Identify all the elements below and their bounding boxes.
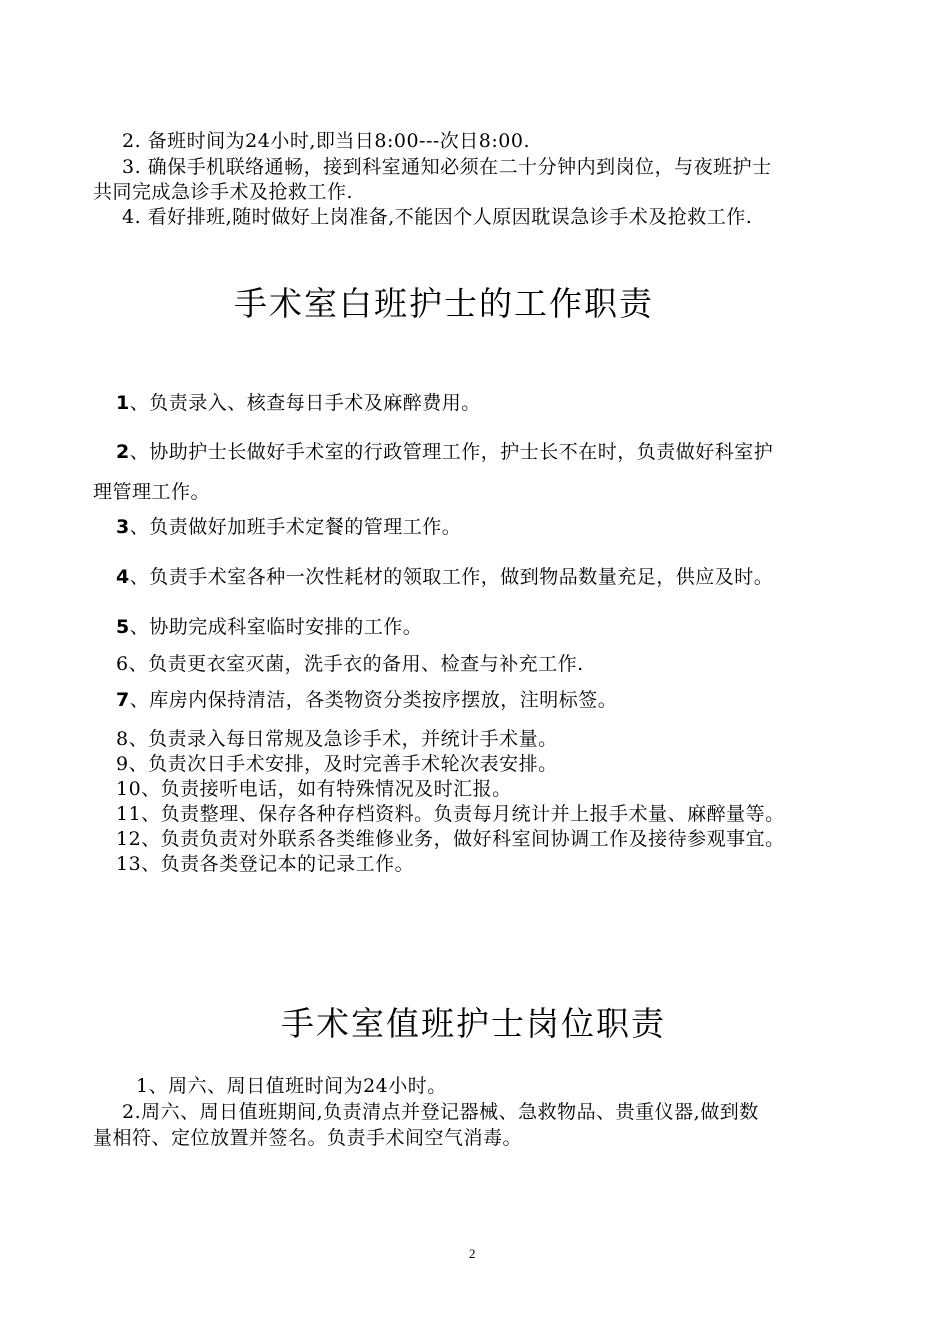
item-number: 2 <box>116 441 130 463</box>
duty-line: 2.周六、周日值班期间,负责清点并登记器械、急救物品、贵重仪器,做到数 <box>122 1101 759 1123</box>
duty-item: 13、负责各类登记本的记录工作。 <box>116 853 415 875</box>
duty-item: 11、负责整理、保存各种存档资料。负责每月统计并上报手术量、麻醉量等。 <box>116 803 785 825</box>
duty-item <box>116 440 773 464</box>
duty-item: 8、负责录入每日常规及急诊手术，并统计手术量。 <box>116 728 558 750</box>
item-number: 5 <box>116 616 130 638</box>
section-title-on-duty: 手术室值班护士岗位职责 <box>281 1004 666 1043</box>
duty-item: 9、负责次日手术安排，及时完善手术轮次表安排。 <box>116 753 558 775</box>
intro-line-2: 2. 备班时间为24小时,即当日8:00---次日8:00. <box>122 130 531 152</box>
duty-item: 6、负责更衣室灭菌，洗手衣的备用、检查与补充工作. <box>116 653 584 675</box>
duty-item <box>116 615 422 639</box>
item-text: 、负责做好加班手术定餐的管理工作。 <box>129 516 462 538</box>
item-number: 4 <box>116 566 130 588</box>
duty-item: 10、负责接听电话，如有特殊情况及时汇报。 <box>116 778 512 800</box>
item-number: 3 <box>116 516 130 538</box>
item-text: 理管理工作。 <box>93 481 211 503</box>
duty-item <box>116 565 773 589</box>
item-number: 1 <box>116 392 130 414</box>
duty-item <box>116 391 481 415</box>
item-text: 、负责手术室各种一次性耗材的领取工作，做到物品数量充足，供应及时。 <box>129 566 774 588</box>
item-text: 、协助护士长做好手术室的行政管理工作，护士长不在时，负责做好科室护 <box>129 441 774 463</box>
section-title-day-shift: 手术室白班护士的工作职责 <box>234 284 654 323</box>
duty-item <box>116 515 461 539</box>
item-number: 7 <box>116 689 130 711</box>
duty-line-cont: 量相符、定位放置并签名。负责手术间空气消毒。 <box>93 1127 523 1149</box>
duty-line: 1、周六、周日值班时间为24小时。 <box>136 1075 447 1097</box>
duty-item: 12、负责负责对外联系各类维修业务，做好科室间协调工作及接待参观事宜。 <box>116 828 785 850</box>
item-text: 、库房内保持清洁，各类物资分类按序摆放，注明标签。 <box>129 689 618 711</box>
item-text: 、协助完成科室临时安排的工作。 <box>129 616 423 638</box>
intro-line-3: 3. 确保手机联络通畅，接到科室通知必须在二十分钟内到岗位，与夜班护士 <box>122 156 772 178</box>
item-text: 、负责录入、核查每日手术及麻醉费用。 <box>129 392 481 414</box>
duty-item <box>116 688 617 712</box>
duty-item-cont <box>93 480 210 504</box>
intro-line-3-cont: 共同完成急诊手术及抢救工作. <box>93 181 354 203</box>
intro-line-4: 4. 看好排班,随时做好上岗准备,不能因个人原因耽误急诊手术及抢救工作. <box>122 206 753 228</box>
page-number: 2 <box>469 1246 476 1261</box>
